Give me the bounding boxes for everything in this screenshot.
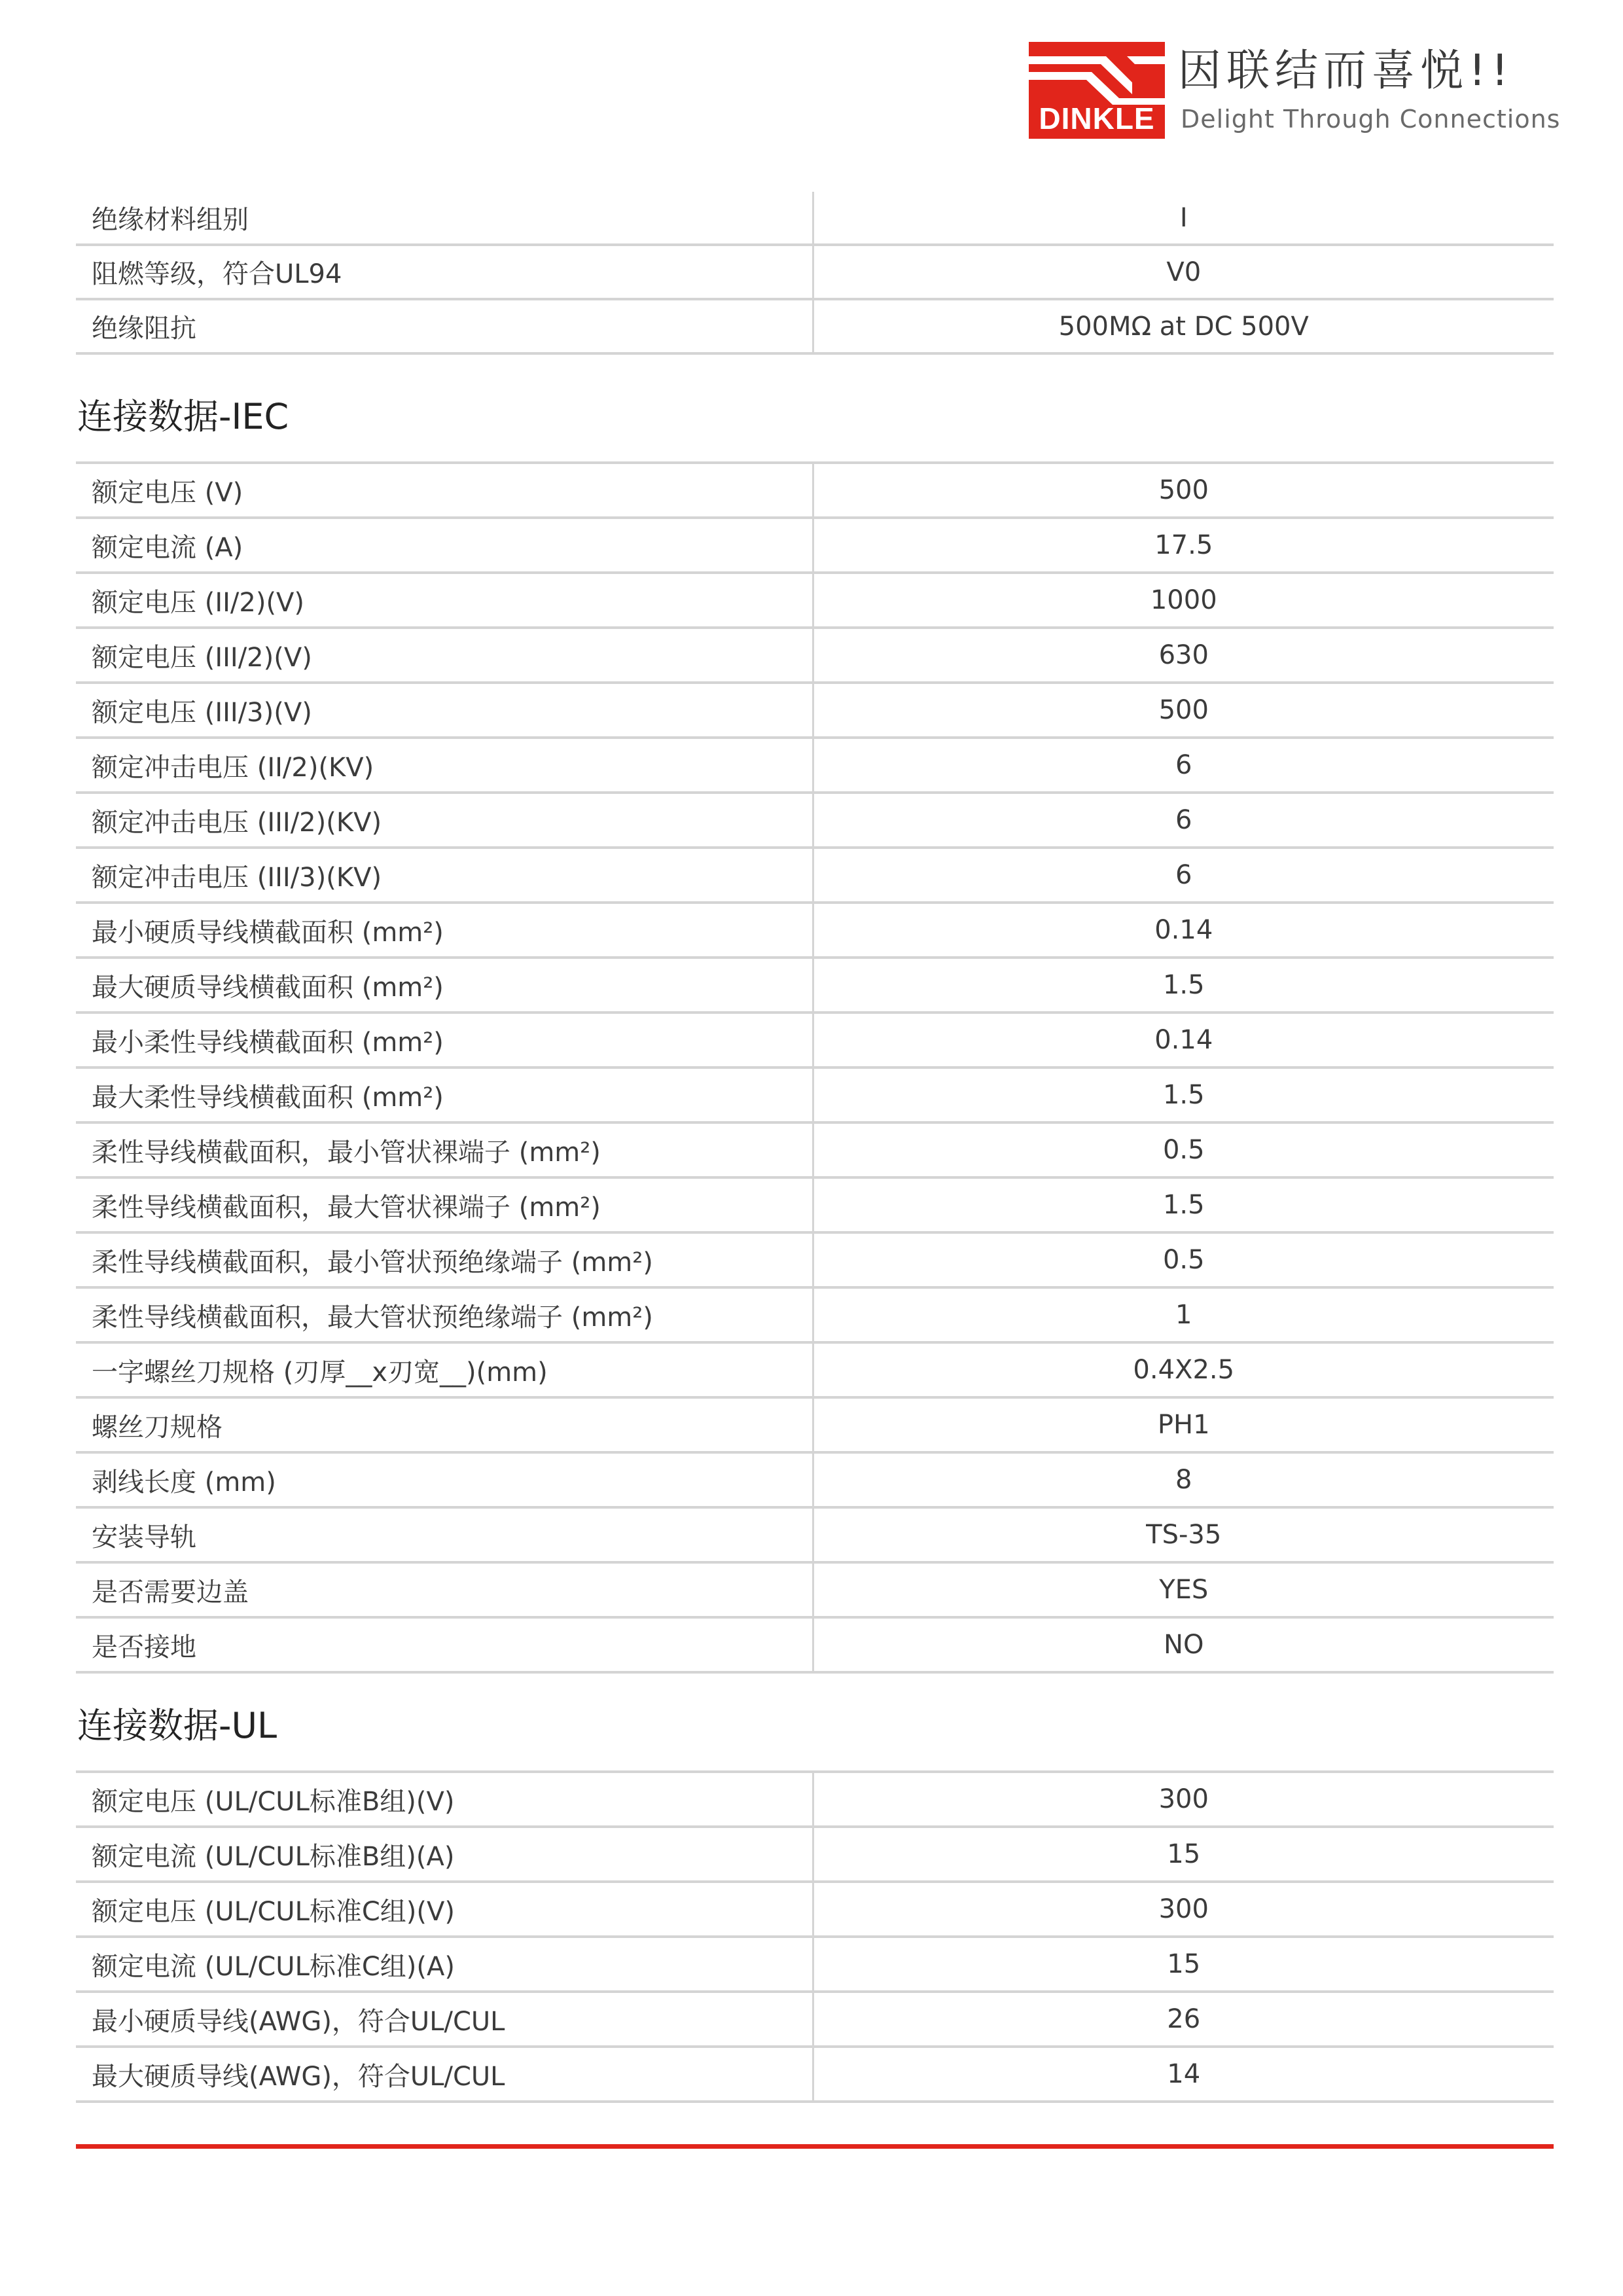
spec-value: 500 [813,683,1554,738]
table-row [76,1937,1554,1992]
table-row [76,683,1554,738]
table-row [76,1992,1554,2047]
spec-label: 安装导轨 [76,1507,813,1562]
dinkle-logo [1029,42,1561,141]
ul-spec-table [76,1770,1554,2103]
table-row [76,1342,1554,1397]
spec-value: 300 [813,1882,1554,1937]
spec-label: 额定电压 (III/3)(V) [76,683,813,738]
spec-value: 1000 [813,573,1554,628]
spec-label: 额定电压 (II/2)(V) [76,573,813,628]
table-row [76,245,1554,299]
spec-label: 额定电流 (A) [76,518,813,573]
table-row [76,463,1554,518]
spec-value: NO [813,1617,1554,1672]
table-row [76,1232,1554,1287]
section-title-iec: 连接数据-IEC [77,396,289,437]
spec-value: 1.5 [813,1067,1554,1122]
table-row [76,1067,1554,1122]
spec-value: 6 [813,848,1554,903]
logo-mark [1029,42,1165,139]
spec-label: 最大柔性导线横截面积 (mm²) [76,1067,813,1122]
spec-value: 1 [813,1287,1554,1342]
spec-value: 15 [813,1937,1554,1992]
spec-label: 额定冲击电压 (II/2)(KV) [76,738,813,793]
spec-value: 17.5 [813,518,1554,573]
spec-label: 最小柔性导线横截面积 (mm²) [76,1013,813,1067]
spec-label: 额定电压 (V) [76,463,813,518]
spec-label: 柔性导线横截面积，最大管状裸端子 (mm²) [76,1177,813,1232]
spec-label: 额定电流 (UL/CUL标准B组)(A) [76,1827,813,1882]
spec-label: 柔性导线横截面积，最小管状预绝缘端子 (mm²) [76,1232,813,1287]
table-row [76,518,1554,573]
spec-value: 0.4X2.5 [813,1342,1554,1397]
spec-value: 500 [813,463,1554,518]
general-spec-table [76,192,1554,355]
spec-label: 柔性导线横截面积，最大管状预绝缘端子 (mm²) [76,1287,813,1342]
spec-label: 额定冲击电压 (III/3)(KV) [76,848,813,903]
spec-value: 8 [813,1452,1554,1507]
spec-value: 630 [813,628,1554,683]
spec-value: 6 [813,793,1554,848]
iec-spec-table [76,461,1554,1674]
table-row [76,1177,1554,1232]
table-row [76,1013,1554,1067]
spec-value: 14 [813,2047,1554,2102]
spec-label: 最小硬质导线(AWG)，符合UL/CUL [76,1992,813,2047]
table-row [76,793,1554,848]
spec-value: TS-35 [813,1507,1554,1562]
spec-label: 一字螺丝刀规格 (刃厚__x刃宽__)(mm) [76,1342,813,1397]
spec-label: 阻燃等级，符合UL94 [76,245,813,299]
spec-value: 0.14 [813,1013,1554,1067]
table-row [76,1397,1554,1452]
spec-label: 额定电压 (UL/CUL标准B组)(V) [76,1772,813,1827]
spec-label: 最大硬质导线横截面积 (mm²) [76,958,813,1013]
spec-label: 绝缘阻抗 [76,299,813,353]
spec-label: 最小硬质导线横截面积 (mm²) [76,903,813,958]
spec-value: 300 [813,1772,1554,1827]
spec-label: 额定电压 (UL/CUL标准C组)(V) [76,1882,813,1937]
table-row [76,1617,1554,1672]
spec-value: YES [813,1562,1554,1617]
spec-value: V0 [813,245,1554,299]
table-row [76,1287,1554,1342]
table-row [76,2047,1554,2102]
spec-label: 额定电流 (UL/CUL标准C组)(A) [76,1937,813,1992]
slogan-english: Delight Through Connections [1181,105,1561,134]
table-row [76,1882,1554,1937]
spec-label: 额定冲击电压 (III/2)(KV) [76,793,813,848]
spec-value: PH1 [813,1397,1554,1452]
spec-label: 绝缘材料组别 [76,192,813,245]
spec-value: 0.5 [813,1122,1554,1177]
table-row [76,903,1554,958]
spec-value: 0.5 [813,1232,1554,1287]
spec-value: 26 [813,1992,1554,2047]
table-row [76,848,1554,903]
spec-value: I [813,192,1554,245]
table-row [76,1772,1554,1827]
slogan-chinese: 因联结而喜悦!! [1178,45,1514,96]
spec-label: 柔性导线横截面积，最小管状裸端子 (mm²) [76,1122,813,1177]
table-row [76,192,1554,245]
table-row [76,299,1554,353]
table-row [76,1827,1554,1882]
spec-value: 15 [813,1827,1554,1882]
footer-divider [76,2144,1554,2149]
spec-label: 最大硬质导线(AWG)，符合UL/CUL [76,2047,813,2102]
spec-value: 500MΩ at DC 500V [813,299,1554,353]
table-row [76,1562,1554,1617]
spec-label: 螺丝刀规格 [76,1397,813,1452]
table-row [76,1122,1554,1177]
spec-value: 6 [813,738,1554,793]
spec-label: 是否需要边盖 [76,1562,813,1617]
table-row [76,628,1554,683]
spec-label: 额定电压 (III/2)(V) [76,628,813,683]
logo-brand-text: DINKLE [1039,101,1155,135]
spec-label: 是否接地 [76,1617,813,1672]
spec-value: 1.5 [813,958,1554,1013]
table-row [76,1507,1554,1562]
table-row [76,1452,1554,1507]
spec-label: 剥线长度 (mm) [76,1452,813,1507]
table-row [76,573,1554,628]
section-title-ul: 连接数据-UL [77,1705,277,1746]
spec-value: 1.5 [813,1177,1554,1232]
spec-value: 0.14 [813,903,1554,958]
table-row [76,958,1554,1013]
table-row [76,738,1554,793]
